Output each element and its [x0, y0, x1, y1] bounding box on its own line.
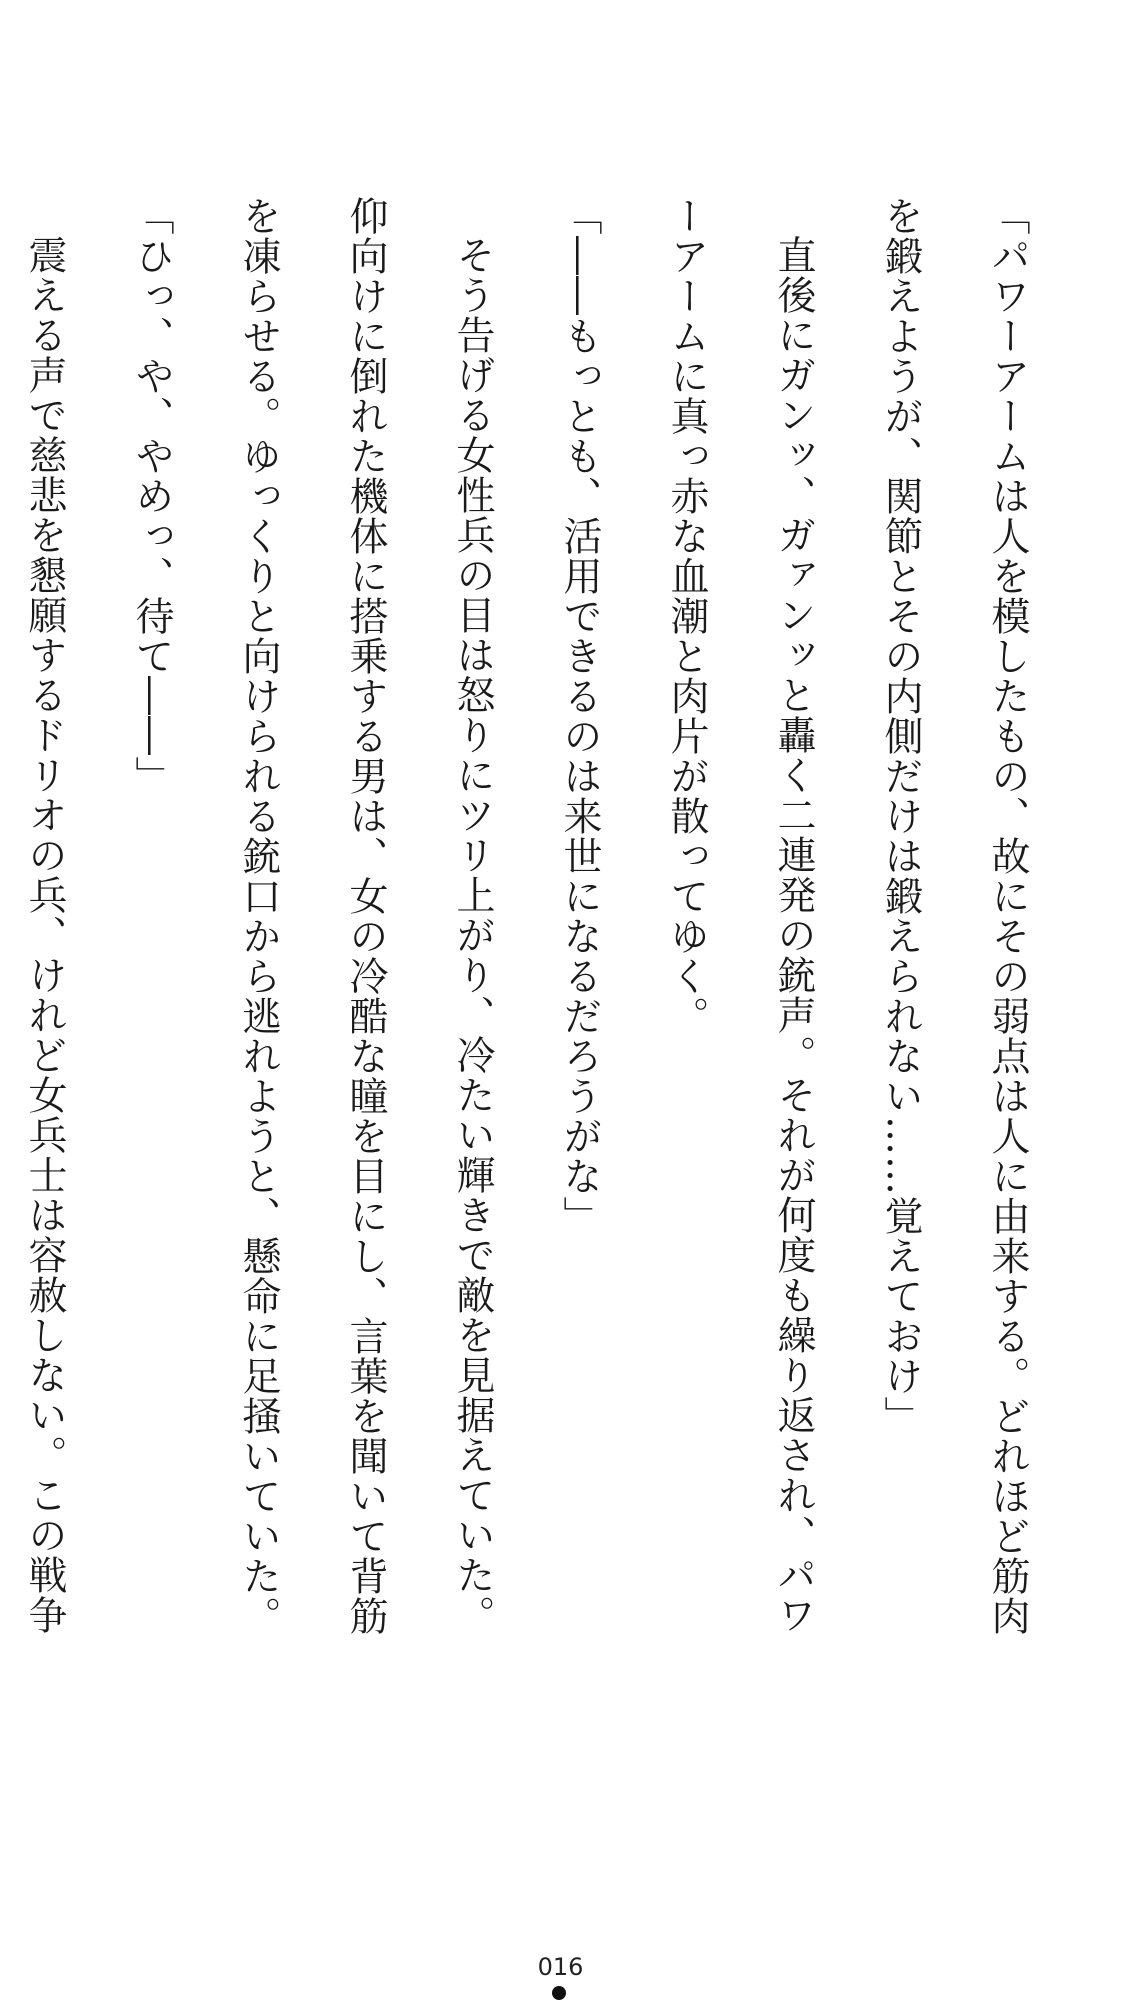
page-number: 016	[537, 1953, 584, 1981]
page-marker-dot-icon	[552, 1986, 566, 2000]
paragraph: 「パワーアームは人を模したもの、故にその弱点は人に由来する。どれほど筋肉を鍛えようが、関節とその内側だけは鍛えられない……覚えておけ」	[878, 196, 1030, 1636]
paragraph: 「ひっ、や、やめっ、待て――」	[129, 196, 174, 796]
paragraph: 直後にガンッ、ガァンッと轟く二連発の銃声。それが何度も繰り返され、パワーアームに真っ赤な血潮と肉片が散ってゆく。	[664, 196, 816, 1635]
paragraph: そう告げる女性兵の目は怒りにツリ上がり、冷たい輝きで敵を見据えていた。仰向けに倒れた機体に搭乗する男は、女の冷酷な瞳を目にし、言葉を聞いて背筋を凍らせる。ゆっくりと向けられる銃口から逃れようと、懸命に足掻いていた。	[236, 196, 495, 1636]
paragraph: 震える声で慈悲を懇願するドリオの兵、けれど女兵士は容赦しない。この戦争	[22, 235, 67, 1635]
vertical-text-body	[22, 196, 1061, 1646]
paragraph: 「――もっとも、活用できるのは来世になるだろうがな」	[557, 196, 602, 1236]
